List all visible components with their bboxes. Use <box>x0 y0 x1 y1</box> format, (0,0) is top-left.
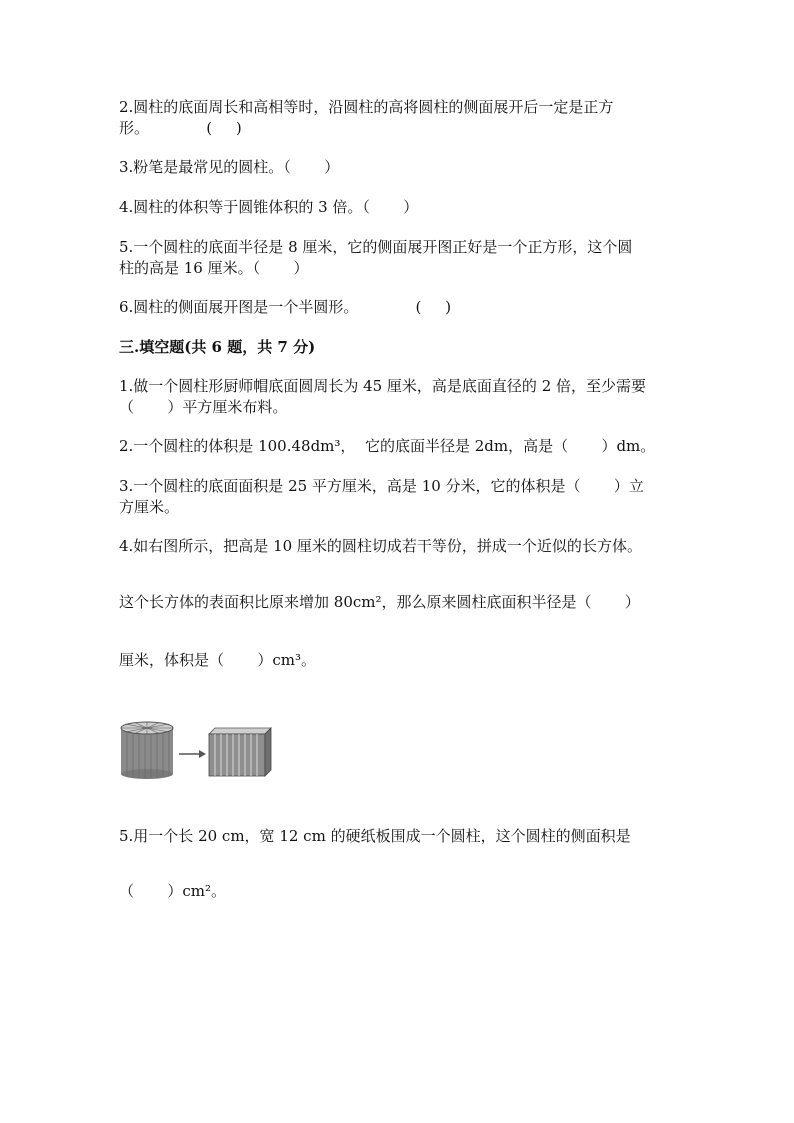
fill-q3-line2: 方厘米。 <box>119 498 180 516</box>
judgment-q6: 6.圆柱的侧面展开图是一个半圆形。 ( ) <box>119 298 452 316</box>
fill-q4-line1: 4.如右图所示，把高是 10 厘米的圆柱切成若干等份，拼成一个近似的长方体。 <box>119 537 642 555</box>
judgment-q5-line1: 5.一个圆柱的底面半径是 8 厘米，它的侧面展开图正好是一个正方形，这个圆 <box>119 238 633 256</box>
cylinder-to-cuboid-figure <box>119 718 279 780</box>
judgment-q2-line1: 2.圆柱的底面周长和高相等时，沿圆柱的高将圆柱的侧面展开后一定是正方 <box>119 98 614 116</box>
cylinder-to-cuboid-illustration <box>119 718 279 780</box>
fill-q5-line1: 5.用一个长 20 cm，宽 12 cm 的硬纸板围成一个圆柱，这个圆柱的侧面积是 <box>119 827 631 845</box>
section-heading: 三.填空题(共 6 题，共 7 分) <box>119 338 316 356</box>
cuboid-shape <box>209 728 271 776</box>
fill-q1-line1: 1.做一个圆柱形厨师帽底面圆周长为 45 厘米，高是底面直径的 2 倍，至少需要 <box>119 377 647 395</box>
cylinder-shape <box>121 722 173 779</box>
fill-q4-line2: 这个长方体的表面积比原来增加 80cm²，那么原来圆柱底面积半径是（ ） <box>119 593 640 611</box>
fill-q5-line2: （ ）cm²。 <box>119 882 227 900</box>
judgment-q3: 3.粉笔是最常见的圆柱。（ ） <box>119 158 340 176</box>
judgment-q2-line2: 形。 ( ) <box>119 119 242 137</box>
fill-q2: 2.一个圆柱的体积是 100.48dm³， 它的底面半径是 2dm，高是（ ）dm。 <box>119 437 656 455</box>
judgment-q4: 4.圆柱的体积等于圆锥体积的 3 倍。（ ） <box>119 198 419 216</box>
fill-q3-line1: 3.一个圆柱的底面面积是 25 平方厘米，高是 10 分米，它的体积是（ ）立 <box>119 477 644 495</box>
fill-q1-line2: （ ）平方厘米布料。 <box>119 398 288 416</box>
fill-q4-line3: 厘米，体积是（ ）cm³。 <box>119 651 317 669</box>
judgment-q5-line2: 柱的高是 16 厘米。（ ） <box>119 259 309 277</box>
arrow-icon <box>179 750 206 758</box>
